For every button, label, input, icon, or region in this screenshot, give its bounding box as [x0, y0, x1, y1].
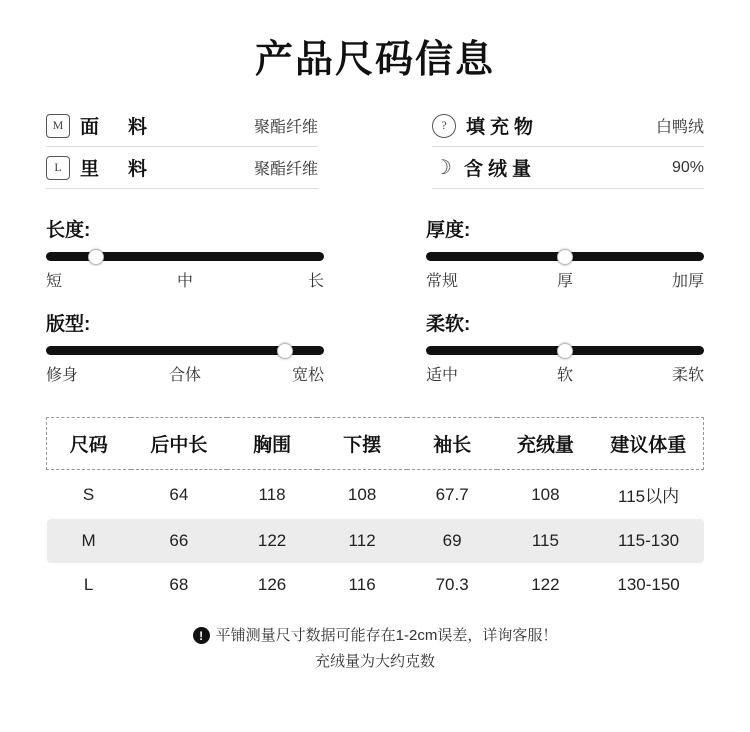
slider-length-tick-1: 中	[177, 273, 194, 290]
slider-thickness	[426, 215, 704, 291]
table-header-bust: 胸围	[227, 418, 317, 470]
slider-thickness-title: 厚度:	[426, 220, 471, 241]
table-row	[47, 519, 704, 563]
slider-length-track[interactable]	[46, 252, 324, 261]
cell-hem: 112	[317, 519, 407, 563]
spec-value-fabric: 聚酯纤维	[253, 119, 318, 136]
cell-weight: 130-150	[617, 575, 680, 594]
slider-thickness-tick-2: 加厚	[672, 273, 705, 290]
slider-length-tick-0: 短	[46, 273, 63, 290]
cell-weight: 115-130	[594, 519, 704, 563]
slider-softness-track[interactable]	[426, 346, 704, 355]
size-table	[46, 417, 704, 607]
cell-sleeve: 67.7	[435, 484, 469, 504]
slider-softness-tick-0: 适中	[426, 367, 459, 384]
cell-down-fill: 122	[531, 575, 560, 594]
cell-size: M	[47, 519, 131, 563]
slider-softness-tick-2: 柔软	[672, 367, 705, 384]
slider-softness-ticks	[426, 362, 704, 385]
slider-column-left	[46, 215, 324, 403]
footnote-line-1	[0, 623, 750, 649]
slider-softness-title: 柔软:	[426, 314, 471, 335]
cell-sleeve: 70.3	[435, 575, 469, 594]
slider-fit-tick-2: 宽松	[292, 367, 325, 384]
lining-icon: L	[46, 156, 70, 180]
table-header-back-length: 后中长	[131, 418, 227, 470]
spec-label-filling: 填充物	[466, 117, 539, 138]
cell-down-fill: 108	[531, 484, 560, 504]
filling-icon: ?	[432, 114, 456, 138]
table-header-down-fill: 充绒量	[497, 418, 593, 470]
spec-row-fabric	[46, 105, 318, 147]
spec-row-down-content	[432, 147, 704, 189]
cell-back-length: 68	[169, 575, 189, 594]
slider-thickness-knob[interactable]	[557, 249, 573, 265]
table-row	[47, 470, 704, 520]
footnote	[0, 623, 750, 674]
slider-length-title: 长度:	[46, 220, 91, 241]
cell-bust: 126	[257, 575, 287, 594]
slider-softness-knob[interactable]	[557, 343, 573, 359]
table-header-size: 尺码	[47, 418, 131, 470]
slider-thickness-track[interactable]	[426, 252, 704, 261]
page-title: 产品尺码信息	[254, 39, 495, 81]
table-header-sleeve: 袖长	[407, 418, 497, 470]
slider-softness	[426, 309, 704, 385]
table-header-hem: 下摆	[317, 418, 407, 470]
cell-back-length: 64	[169, 484, 189, 504]
cell-hem: 108	[347, 484, 377, 504]
slider-column-right	[426, 215, 704, 403]
cell-size: L	[83, 575, 94, 594]
slider-fit	[46, 309, 324, 385]
cell-bust: 118	[258, 484, 286, 504]
slider-fit-track[interactable]	[46, 346, 324, 355]
cell-bust: 122	[227, 519, 317, 563]
cell-back-length: 66	[131, 519, 227, 563]
down-content-icon: ☽	[434, 157, 452, 179]
slider-thickness-tick-0: 常规	[426, 273, 459, 290]
slider-fit-title: 版型:	[46, 314, 91, 335]
footnote-text-2: 充绒量为大约克数	[314, 652, 435, 670]
cell-hem: 116	[348, 575, 376, 594]
fabric-icon: M	[46, 114, 70, 138]
spec-column-left	[46, 105, 318, 189]
spec-row-lining	[46, 147, 318, 189]
footnote-text-1: 平铺测量尺寸数据可能存在1-2cm误差，详询客服！	[215, 627, 558, 644]
slider-thickness-ticks	[426, 268, 704, 291]
spec-section	[0, 83, 750, 189]
slider-softness-tick-1: 软	[557, 367, 574, 384]
slider-length-tick-2: 长	[308, 273, 325, 290]
table-row	[47, 563, 704, 607]
spec-value-lining: 聚酯纤维	[253, 161, 318, 178]
cell-weight: 115以内	[618, 487, 680, 506]
cell-down-fill: 115	[497, 519, 593, 563]
slider-fit-knob[interactable]	[277, 343, 293, 359]
slider-thickness-tick-1: 厚	[557, 273, 574, 290]
warning-icon: !	[193, 627, 210, 644]
slider-fit-tick-1: 合体	[169, 367, 202, 384]
spec-value-filling: 白鸭绒	[655, 119, 704, 136]
spec-row-filling	[432, 105, 704, 147]
cell-size: S	[82, 484, 95, 504]
spec-column-right	[432, 105, 704, 189]
cell-sleeve: 69	[407, 519, 497, 563]
size-table-wrapper	[46, 417, 704, 607]
spec-label-lining: 里 料	[80, 159, 153, 180]
slider-section	[0, 189, 750, 403]
spec-label-fabric: 面 料	[80, 117, 153, 138]
slider-length-knob[interactable]	[88, 249, 104, 265]
slider-length	[46, 215, 324, 291]
spec-value-down-content: 90%	[671, 158, 704, 176]
spec-label-down-content: 含绒量	[464, 159, 537, 180]
slider-fit-ticks	[46, 362, 324, 385]
slider-length-ticks	[46, 268, 324, 291]
table-header-row	[47, 418, 704, 470]
slider-fit-tick-0: 修身	[46, 367, 79, 384]
table-header-weight: 建议体重	[594, 418, 704, 470]
